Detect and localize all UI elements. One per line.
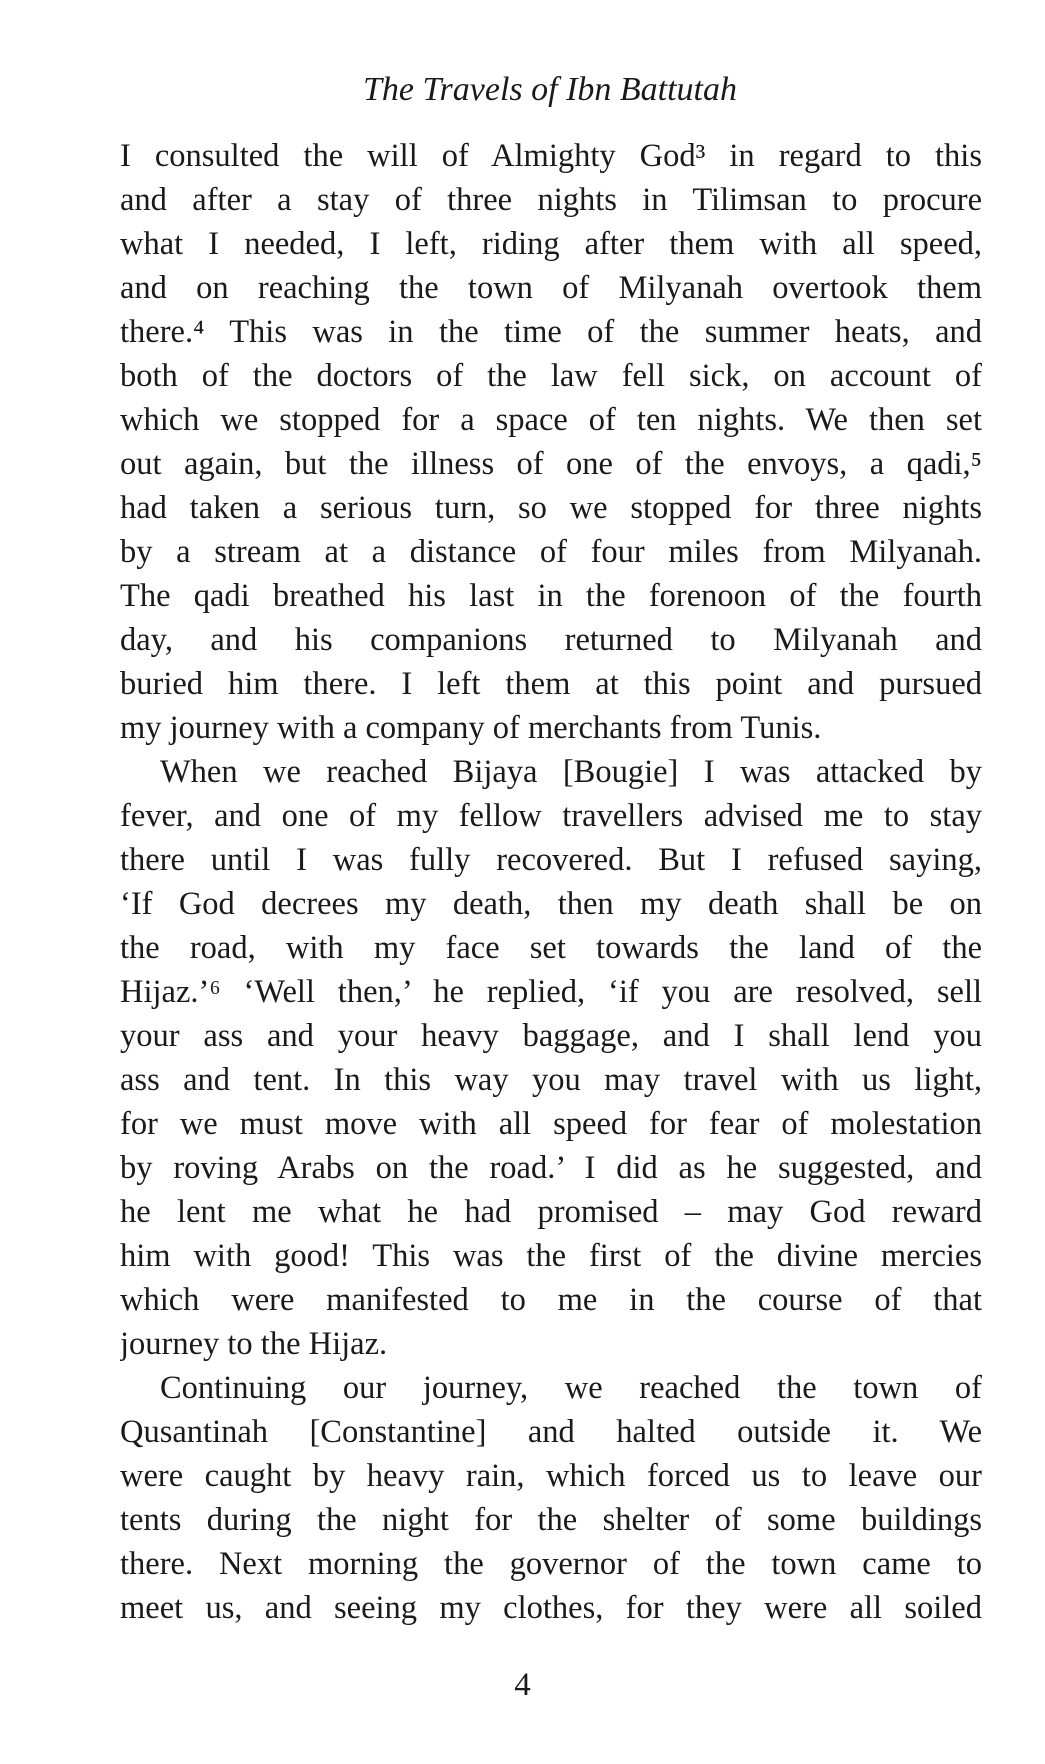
text-line: by roving Arabs on the road.’ I did as he suggested, and <box>120 1150 982 1186</box>
text-line: had taken a serious turn, so we stopped for three nights <box>120 490 982 526</box>
text-line: what I needed, I left, riding after them with all speed, <box>120 226 982 262</box>
text-line: When we reached Bijaya [Bougie] I was attacked by <box>160 754 982 790</box>
text-line: Qusantinah [Constantine] and halted outside it. We <box>120 1414 982 1450</box>
text-line: which we stopped for a space of ten nights. We then set <box>120 402 982 438</box>
text-line: journey to the Hijaz. <box>120 1326 388 1362</box>
text-line: day, and his companions returned to Milyanah and <box>120 622 982 658</box>
text-line: ass and tent. In this way you may travel with us light, <box>120 1062 982 1098</box>
running-head: The Travels of Ibn Battutah <box>363 71 737 108</box>
text-line: I consulted the will of Almighty God³ in regard to this <box>120 138 982 174</box>
text-line: meet us, and seeing my clothes, for they were all soiled <box>120 1590 982 1626</box>
text-line: buried him there. I left them at this point and pursued <box>120 666 982 702</box>
text-line: and on reaching the town of Milyanah overtook them <box>120 270 982 306</box>
text-line: there.⁴ This was in the time of the summer heats, and <box>120 314 982 350</box>
text-line: out again, but the illness of one of the envoys, a qadi,⁵ <box>120 446 982 482</box>
text-line: by a stream at a distance of four miles from Milyanah. <box>120 534 982 570</box>
text-line: him with good! This was the first of the divine mercies <box>120 1238 982 1274</box>
text-line: The qadi breathed his last in the forenoon of the fourth <box>120 578 982 614</box>
text-line: which were manifested to me in the course of that <box>120 1282 982 1318</box>
text-line: ‘If God decrees my death, then my death shall be on <box>120 886 982 922</box>
text-line: he lent me what he had promised – may God reward <box>120 1194 982 1230</box>
text-line: there. Next morning the governor of the town came to <box>120 1546 982 1582</box>
text-line: tents during the night for the shelter of some buildings <box>120 1502 982 1538</box>
text-line: and after a stay of three nights in Tilimsan to procure <box>120 182 982 218</box>
text-line: fever, and one of my fellow travellers advised me to stay <box>120 798 982 834</box>
body-text <box>120 134 982 1630</box>
text-line: the road, with my face set towards the land of the <box>120 930 982 966</box>
text-line: for we must move with all speed for fear of molestation <box>120 1106 982 1142</box>
text-line: Hijaz.’⁶ ‘Well then,’ he replied, ‘if you are resolved, sell <box>120 974 982 1010</box>
text-line: both of the doctors of the law fell sick, on account of <box>120 358 982 394</box>
page-number: 4 <box>514 1667 531 1703</box>
text-line: there until I was fully recovered. But I refused saying, <box>120 842 982 878</box>
text-line: my journey with a company of merchants from Tunis. <box>120 710 822 746</box>
text-line: Continuing our journey, we reached the town of <box>160 1370 982 1406</box>
text-line: were caught by heavy rain, which forced us to leave our <box>120 1458 982 1494</box>
text-line: your ass and your heavy baggage, and I shall lend you <box>120 1018 982 1054</box>
